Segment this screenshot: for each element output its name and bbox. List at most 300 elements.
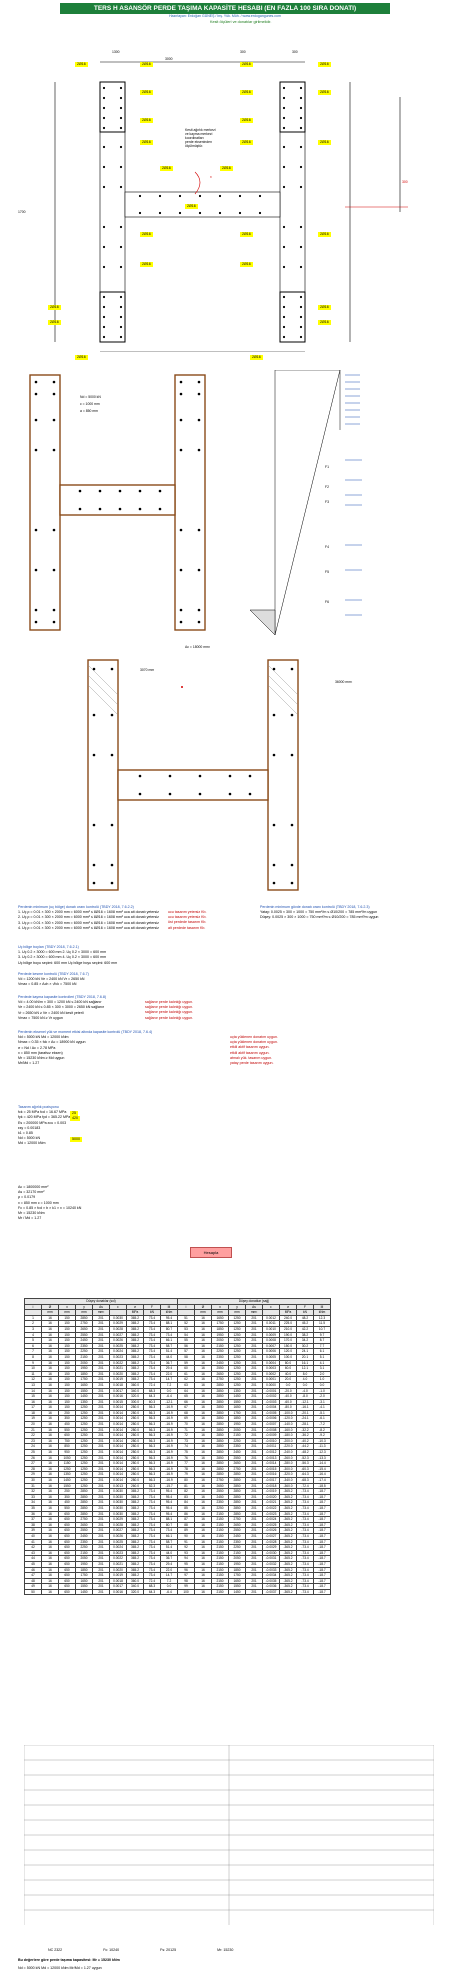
- table-cell: 250: [59, 1410, 76, 1416]
- table-cell: 0.0023: [110, 1550, 127, 1556]
- table-cell: 280.0: [127, 1416, 144, 1422]
- table-cell: 60: [178, 1366, 195, 1372]
- table-cell: 4.0: [297, 1377, 314, 1383]
- table-cell: 56.3: [144, 1416, 161, 1422]
- table-cell: 2650: [212, 1371, 229, 1377]
- force-label: F6: [325, 600, 329, 604]
- table-cell: 1350: [229, 1388, 246, 1394]
- table-cell: 0.0014: [110, 1444, 127, 1450]
- table-cell: 57: [178, 1349, 195, 1355]
- table-cell: 201: [246, 1377, 263, 1383]
- table-cell: -73.4: [297, 1511, 314, 1517]
- table-cell: 150: [59, 1388, 76, 1394]
- table-cell: 16: [195, 1410, 212, 1416]
- table-cell: 16: [195, 1444, 212, 1450]
- table-cell: 0.0017: [110, 1388, 127, 1394]
- table-cell: 201: [93, 1394, 110, 1400]
- table-cell: -200.0: [280, 1438, 297, 1444]
- table-cell: 60.3: [144, 1399, 161, 1405]
- table-cell: 29.4: [161, 1561, 178, 1567]
- table-cell: 280.0: [127, 1422, 144, 1428]
- table-cell: -16.9: [161, 1455, 178, 1461]
- table-cell: 16: [195, 1405, 212, 1411]
- table-cell: -0.0019: [263, 1489, 280, 1495]
- table-cell: 201: [246, 1489, 263, 1495]
- shear-results: sağlanır perde kalınlığı uygun. sağlanır perde kalınlığı uygun. sağlanır perde kalınlığı uygun. sağlanır perde kalınlığı uygun.: [145, 1000, 194, 1020]
- column-unit: mm: [229, 1310, 246, 1316]
- table-group-left: Düşey donatılar (sol): [25, 1299, 178, 1305]
- table-cell: -52.3: [297, 1455, 314, 1461]
- checks-block: Perdenin minimum (uç bölge) donatı oranı kontrolü (TBDY 2018, 7.6.2.2) 1. Uç ρ = 0.01 × 300 × 2000 mm = 6000 mm² ≤ 8Ø16 = 1608 mm² uca ait donatı yetersiz 2. Uç ρ = 0.01 × 300 × 2000 mm = 6000 mm² ≤ 8Ø16 = 1608 mm² uca ait donatı yetersiz 3. Uç ρ = 0.01 × 300 × 2000 mm = 6000 mm² ≤ 8Ø16 = 1608 mm² uca ait donatı yetersiz 4. Uç ρ = 0.01 × 300 × 2000 mm = 6000 mm² ≤ 8Ø16 = 1608 mm² uca ait donatı yetersiz: [18, 905, 159, 930]
- rebar-label[interactable]: 2Ø16: [77, 355, 86, 359]
- table-cell: 2150: [212, 1533, 229, 1539]
- table-cell: 0.0: [280, 1382, 297, 1388]
- table-cell: 0.0014: [110, 1472, 127, 1478]
- table-cell: 52: [178, 1321, 195, 1327]
- rebar-label[interactable]: 2Ø16: [320, 140, 329, 144]
- table-cell: 201: [93, 1578, 110, 1584]
- table-cell: 90: [178, 1533, 195, 1539]
- table-cell: 16: [195, 1455, 212, 1461]
- column-unit: mm: [195, 1310, 212, 1316]
- section2-x: 3070 mm: [140, 668, 155, 672]
- table-cell: 2750: [76, 1321, 93, 1327]
- table-cell: -0.0037: [263, 1589, 280, 1595]
- rebar-label[interactable]: 2Ø16: [162, 166, 171, 170]
- rebar-label[interactable]: 2Ø16: [142, 90, 151, 94]
- table-cell: 16: [195, 1416, 212, 1422]
- table-cell: 850: [59, 1444, 76, 1450]
- table-cell: -73.4: [297, 1528, 314, 1534]
- table-cell: 16: [42, 1410, 59, 1416]
- table-cell: 40: [25, 1533, 42, 1539]
- table-cell: 225.0: [280, 1321, 297, 1327]
- table-cell: -0.0017: [263, 1478, 280, 1484]
- table-cell: 4: [25, 1332, 42, 1338]
- table-cell: 201: [93, 1505, 110, 1511]
- rebar-label[interactable]: 2Ø16: [187, 204, 196, 208]
- table-cell: 300.0: [127, 1399, 144, 1405]
- column-header: x: [212, 1304, 229, 1310]
- table-cell: 120.0: [280, 1349, 297, 1355]
- shear-block: Perdede kesme kontrolü (TBDY 2018, 7.6.7) Vd = 1200 kN Ve = 2400 kN Vr = 2650 kN Vmax = 0.85 × Ach × √fck = 7500 kN: [18, 972, 89, 987]
- table-cell: 87: [178, 1517, 195, 1523]
- section1-nd: Nd = 5000 kN: [80, 395, 101, 399]
- table-cell: 201: [93, 1377, 110, 1383]
- table-cell: 1550: [229, 1399, 246, 1405]
- wall-plan-drawing: [0, 22, 455, 352]
- table-cell: 0.0010: [263, 1326, 280, 1332]
- table-cell: 1250: [76, 1438, 93, 1444]
- table-cell: -64.3: [297, 1472, 314, 1478]
- table-cell: 365.2: [127, 1511, 144, 1517]
- table-cell: 0.0030: [110, 1500, 127, 1506]
- table-cell: 16: [195, 1573, 212, 1579]
- table-cell: 280.0: [127, 1444, 144, 1450]
- table-cell: 93: [178, 1550, 195, 1556]
- rebar-label[interactable]: 2Ø16: [242, 232, 251, 236]
- table-cell: 16: [42, 1539, 59, 1545]
- table-cell: -0.0006: [263, 1416, 280, 1422]
- table-cell: 16: [42, 1589, 59, 1595]
- rebar-label[interactable]: 2Ø16: [320, 90, 329, 94]
- table-cell: 16: [195, 1584, 212, 1590]
- table-cell: 16.1: [297, 1360, 314, 1366]
- table-cell: 73.4: [144, 1517, 161, 1523]
- table-cell: 650: [59, 1539, 76, 1545]
- rebar-label[interactable]: 2Ø16: [142, 232, 151, 236]
- table-cell: 201: [246, 1545, 263, 1551]
- table-cell: 16: [195, 1349, 212, 1355]
- table-cell: 2850: [229, 1483, 246, 1489]
- dim-top-4: 300: [292, 50, 298, 54]
- table-cell: -56.3: [297, 1461, 314, 1467]
- hesapla-button[interactable]: Hesapla: [190, 1247, 232, 1258]
- table-cell: 16: [42, 1578, 59, 1584]
- rebar-label[interactable]: 2Ø16: [242, 262, 251, 266]
- table-cell: -12.3: [314, 1450, 331, 1456]
- table-cell: 1250: [76, 1483, 93, 1489]
- table-cell: 150: [59, 1332, 76, 1338]
- table-cell: 260.0: [127, 1483, 144, 1489]
- table-cell: 650: [59, 1556, 76, 1562]
- table-cell: 201: [246, 1444, 263, 1450]
- table-cell: 63: [178, 1382, 195, 1388]
- table-cell: 99: [178, 1584, 195, 1590]
- fck-input[interactable]: 25: [72, 1111, 76, 1115]
- table-cell: 0.0002: [263, 1371, 280, 1377]
- table-cell: 365.2: [127, 1315, 144, 1321]
- table-cell: 0.0030: [110, 1511, 127, 1517]
- nd-input[interactable]: 5000: [72, 1137, 80, 1141]
- table-cell: 0.0017: [110, 1584, 127, 1590]
- table-cell: 56.3: [144, 1444, 161, 1450]
- table-cell: 16: [195, 1343, 212, 1349]
- table-cell: 54: [178, 1332, 195, 1338]
- table-cell: 95.4: [161, 1500, 178, 1506]
- table-cell: 16: [195, 1528, 212, 1534]
- table-cell: -10.3: [314, 1438, 331, 1444]
- table-cell: 73.4: [144, 1332, 161, 1338]
- table-cell: 201: [93, 1561, 110, 1567]
- table-cell: 1450: [76, 1394, 93, 1400]
- table-cell: 2850: [212, 1405, 229, 1411]
- column-unit: mm: [76, 1310, 93, 1316]
- table-cell: 2850: [212, 1394, 229, 1400]
- table-cell: 2150: [212, 1539, 229, 1545]
- table-cell: 2350: [76, 1343, 93, 1349]
- rebar-label[interactable]: 2Ø16: [142, 140, 151, 144]
- table-cell: 47: [25, 1573, 42, 1579]
- table-cell: 16: [42, 1522, 59, 1528]
- section-drawing-1: [0, 370, 455, 635]
- table-cell: 0.0: [314, 1382, 331, 1388]
- table-cell: 51: [178, 1315, 195, 1321]
- table-cell: 22.0: [161, 1371, 178, 1377]
- table-cell: 0.0006: [263, 1349, 280, 1355]
- table-cell: 44: [25, 1556, 42, 1562]
- table-cell: 2850: [76, 1500, 93, 1506]
- table-cell: 201: [93, 1489, 110, 1495]
- table-cell: -365.2: [280, 1500, 297, 1506]
- table-cell: 77: [178, 1461, 195, 1467]
- table-cell: 73.4: [144, 1326, 161, 1332]
- table-cell: 100: [178, 1589, 195, 1595]
- table-cell: 45.2: [297, 1321, 314, 1327]
- rebar-label[interactable]: 2Ø16: [142, 62, 151, 66]
- table-cell: 201: [93, 1371, 110, 1377]
- table-cell: 650: [59, 1578, 76, 1584]
- table-cell: -14.4: [314, 1461, 331, 1467]
- table-cell: -300.0: [280, 1466, 297, 1472]
- table-cell: 84: [178, 1500, 195, 1506]
- table-cell: 73.4: [144, 1545, 161, 1551]
- table-cell: 73.4: [144, 1366, 161, 1372]
- table-cell: 88.1: [161, 1321, 178, 1327]
- rebar-label[interactable]: 2Ø16: [50, 320, 59, 324]
- table-cell: 320.0: [127, 1589, 144, 1595]
- table-cell: 201: [93, 1472, 110, 1478]
- table-cell: 9.7: [314, 1332, 331, 1338]
- table-cell: 16: [42, 1500, 59, 1506]
- table-cell: 89: [178, 1528, 195, 1534]
- table-cell: 16: [195, 1326, 212, 1332]
- rebar-label[interactable]: 2Ø16: [320, 62, 329, 66]
- rebar-label[interactable]: 2Ø16: [320, 232, 329, 236]
- table-cell: 0.0026: [110, 1338, 127, 1344]
- table-cell: 201: [93, 1466, 110, 1472]
- table-cell: -360.0: [280, 1483, 297, 1489]
- table-cell: 17: [25, 1405, 42, 1411]
- table-cell: 0.0014: [110, 1422, 127, 1428]
- column-header: y: [229, 1304, 246, 1310]
- table-cell: -73.4: [297, 1489, 314, 1495]
- table-cell: 16: [195, 1371, 212, 1377]
- table-cell: 365.2: [127, 1561, 144, 1567]
- table-cell: -365.2: [280, 1505, 297, 1511]
- table-cell: 1250: [76, 1461, 93, 1467]
- column-unit: MPa: [127, 1310, 144, 1316]
- table-cell: 73.4: [161, 1332, 178, 1338]
- table-cell: -73.4: [297, 1584, 314, 1590]
- table-cell: 73.4: [144, 1338, 161, 1344]
- table-cell: 16: [195, 1533, 212, 1539]
- table-cell: 201: [246, 1483, 263, 1489]
- table-cell: 201: [93, 1545, 110, 1551]
- table-cell: 201: [246, 1567, 263, 1573]
- table-cell: 340.0: [127, 1584, 144, 1590]
- table-cell: 81: [178, 1483, 195, 1489]
- table-cell: 38: [25, 1522, 42, 1528]
- table-cell: -0.0028: [263, 1539, 280, 1545]
- table-cell: 10.7: [314, 1326, 331, 1332]
- table-cell: 201: [93, 1556, 110, 1562]
- table-cell: 365.2: [127, 1338, 144, 1344]
- table-cell: 73.4: [161, 1528, 178, 1534]
- rebar-label[interactable]: 2Ø16: [77, 62, 86, 66]
- table-cell: 201: [246, 1466, 263, 1472]
- rebar-label[interactable]: 2Ø16: [222, 166, 231, 170]
- table-cell: 1250: [76, 1466, 93, 1472]
- table-cell: 56.3: [144, 1450, 161, 1456]
- section2-area2: 36000 mm²: [335, 680, 353, 684]
- table-cell: 95.4: [161, 1505, 178, 1511]
- rebar-label[interactable]: 2Ø16: [242, 62, 251, 66]
- table-cell: -0.0007: [263, 1422, 280, 1428]
- table-cell: 20: [25, 1422, 42, 1428]
- table-cell: 650: [59, 1545, 76, 1551]
- table-cell: 14.7: [161, 1377, 178, 1383]
- table-cell: -365.2: [280, 1567, 297, 1573]
- column-unit: kN: [144, 1310, 161, 1316]
- table-cell: 1: [25, 1315, 42, 1321]
- rebar-label[interactable]: 2Ø16: [320, 305, 329, 309]
- table-cell: 73.4: [144, 1539, 161, 1545]
- table-cell: 8: [25, 1354, 42, 1360]
- table-cell: 2650: [76, 1326, 93, 1332]
- table-cell: 2850: [212, 1382, 229, 1388]
- table-cell: 250: [59, 1489, 76, 1495]
- table-cell: 2550: [212, 1366, 229, 1372]
- table-cell: -18.7: [314, 1578, 331, 1584]
- table-cell: 0.0011: [263, 1321, 280, 1327]
- table-cell: 2150: [212, 1550, 229, 1556]
- table-cell: -365.2: [280, 1517, 297, 1523]
- table-cell: 0.0030: [110, 1489, 127, 1495]
- table-cell: 350: [59, 1416, 76, 1422]
- table-cell: -0.0035: [263, 1578, 280, 1584]
- shear-capacity-block: Perdede kayma kapasite kontrolleri (TBDY 2018, 7.6.8) Vd = 4.00 kN/m × 300 = 1200 kN ≤ 2400 kN sağlanır Ve = 2400 kN ≤ 0.85 × 300 × 3000 = 2650 kN sağlanır Vr = 2650 kN ≥ Ve = 2400 kN kesit yeterli Vmax = 7500 kN ≥ Vr uygun: [18, 995, 107, 1020]
- table-cell: 16: [42, 1550, 59, 1556]
- table-cell: 280.0: [127, 1455, 144, 1461]
- table-cell: 60.0: [280, 1366, 297, 1372]
- table-cell: 0.0028: [110, 1522, 127, 1528]
- table-cell: 16: [42, 1489, 59, 1495]
- dim-top-2: 1300: [112, 50, 120, 54]
- table-cell: 73.4: [144, 1567, 161, 1573]
- table-cell: 0.0014: [110, 1410, 127, 1416]
- table-cell: 14.7: [161, 1573, 178, 1579]
- rebar-label[interactable]: 2Ø16: [242, 90, 251, 94]
- table-cell: 30: [25, 1478, 42, 1484]
- table-cell: 2550: [229, 1455, 246, 1461]
- table-cell: 201: [93, 1500, 110, 1506]
- table-cell: 51.4: [161, 1545, 178, 1551]
- rebar-results-table: [24, 1298, 331, 1595]
- table-cell: 240.0: [280, 1315, 297, 1321]
- table-cell: 16: [195, 1494, 212, 1500]
- rebar-label[interactable]: 2Ø16: [252, 355, 261, 359]
- table-cell: 48: [25, 1578, 42, 1584]
- table-cell: -320.0: [280, 1472, 297, 1478]
- table-cell: 280.0: [127, 1461, 144, 1467]
- table-cell: 1250: [229, 1321, 246, 1327]
- table-cell: 2850: [212, 1399, 229, 1405]
- table-cell: 56.3: [144, 1422, 161, 1428]
- table-cell: 1850: [76, 1371, 93, 1377]
- table-cell: -0.0012: [263, 1450, 280, 1456]
- table-cell: 88.1: [161, 1517, 178, 1523]
- table-cell: 1850: [229, 1567, 246, 1573]
- column-header: M: [161, 1304, 178, 1310]
- table-cell: 2150: [212, 1578, 229, 1584]
- table-cell: 2850: [212, 1472, 229, 1478]
- table-cell: -1.0: [314, 1388, 331, 1394]
- table-cell: -18.7: [314, 1511, 331, 1517]
- input-note: Kesit ölçüleri ve donatılar girilmelidir.: [210, 20, 272, 24]
- table-cell: 0.0014: [110, 1405, 127, 1411]
- table-cell: 20.1: [297, 1354, 314, 1360]
- table-cell: -120.0: [280, 1416, 297, 1422]
- table-cell: 28: [25, 1466, 42, 1472]
- table-cell: 95.4: [161, 1494, 178, 1500]
- table-cell: 13: [25, 1382, 42, 1388]
- force-label: F2: [325, 485, 329, 489]
- table-cell: 201: [93, 1461, 110, 1467]
- table-cell: -32.2: [297, 1427, 314, 1433]
- table-cell: 98: [178, 1578, 195, 1584]
- table-cell: 36.7: [161, 1360, 178, 1366]
- fyk-input[interactable]: 420: [72, 1116, 78, 1120]
- table-cell: 73.4: [144, 1511, 161, 1517]
- table-cell: 201: [93, 1321, 110, 1327]
- section1-c: c = 1000 mm: [80, 402, 100, 406]
- table-cell: 2850: [212, 1438, 229, 1444]
- table-cell: -0.0027: [263, 1533, 280, 1539]
- table-cell: 2050: [212, 1338, 229, 1344]
- table-cell: 365.2: [127, 1371, 144, 1377]
- table-cell: 16: [42, 1573, 59, 1579]
- table-cell: -18.7: [314, 1545, 331, 1551]
- table-cell: 73.4: [144, 1561, 161, 1567]
- table-cell: 365.2: [127, 1533, 144, 1539]
- table-cell: 1750: [229, 1573, 246, 1579]
- table-cell: 150: [59, 1394, 76, 1400]
- table-cell: 2850: [229, 1511, 246, 1517]
- table-cell: 16: [42, 1545, 59, 1551]
- table-cell: -16.9: [161, 1450, 178, 1456]
- rebar-label[interactable]: 2Ø16: [320, 320, 329, 324]
- table-cell: 16: [42, 1466, 59, 1472]
- column-header: ε: [263, 1304, 280, 1310]
- column-header: i: [178, 1304, 195, 1310]
- table-cell: 1250: [229, 1371, 246, 1377]
- rebar-label[interactable]: 2Ø16: [142, 262, 151, 266]
- table-cell: 2250: [76, 1545, 93, 1551]
- capacity-block: Perdenin eksenel yük ve moment etkisi altında kapasite kontrolü (TBDY 2018, 7.6.4) Nd = 5000 kN Md = 12000 kNm Nmax = 0.35 × fck × Ac = 18900 kN uygun σ = Nd / Ac = 2.78 MPa x = 850 mm (tarafsız eksen) Mr = 15230 kNm ≥ Md uygun Mr/Md = 1.27: [18, 1030, 153, 1066]
- table-cell: 201: [246, 1500, 263, 1506]
- rebar-label[interactable]: 2Ø16: [142, 118, 151, 122]
- table-cell: 66: [178, 1399, 195, 1405]
- table-cell: -365.2: [280, 1584, 297, 1590]
- table-cell: -16.9: [161, 1427, 178, 1433]
- table-cell: 2350: [229, 1539, 246, 1545]
- table-cell: 0.0012: [263, 1315, 280, 1321]
- table-cell: 73.4: [144, 1550, 161, 1556]
- table-cell: 1250: [229, 1382, 246, 1388]
- table-cell: -0.0009: [263, 1433, 280, 1439]
- footer-line-1: Bu değerlere göre perde taşıma kapasitesi: Mr = 15230 kNm: [18, 1958, 120, 1962]
- table-cell: -0.0014: [263, 1461, 280, 1467]
- table-cell: -18.7: [314, 1517, 331, 1523]
- table-cell: 201: [246, 1539, 263, 1545]
- rebar-label[interactable]: 2Ø16: [242, 140, 251, 144]
- rebar-label[interactable]: 2Ø16: [242, 118, 251, 122]
- table-cell: 73.4: [144, 1500, 161, 1506]
- rebar-label[interactable]: 2Ø16: [50, 305, 59, 309]
- table-cell: 0.0009: [263, 1332, 280, 1338]
- table-cell: 201: [93, 1349, 110, 1355]
